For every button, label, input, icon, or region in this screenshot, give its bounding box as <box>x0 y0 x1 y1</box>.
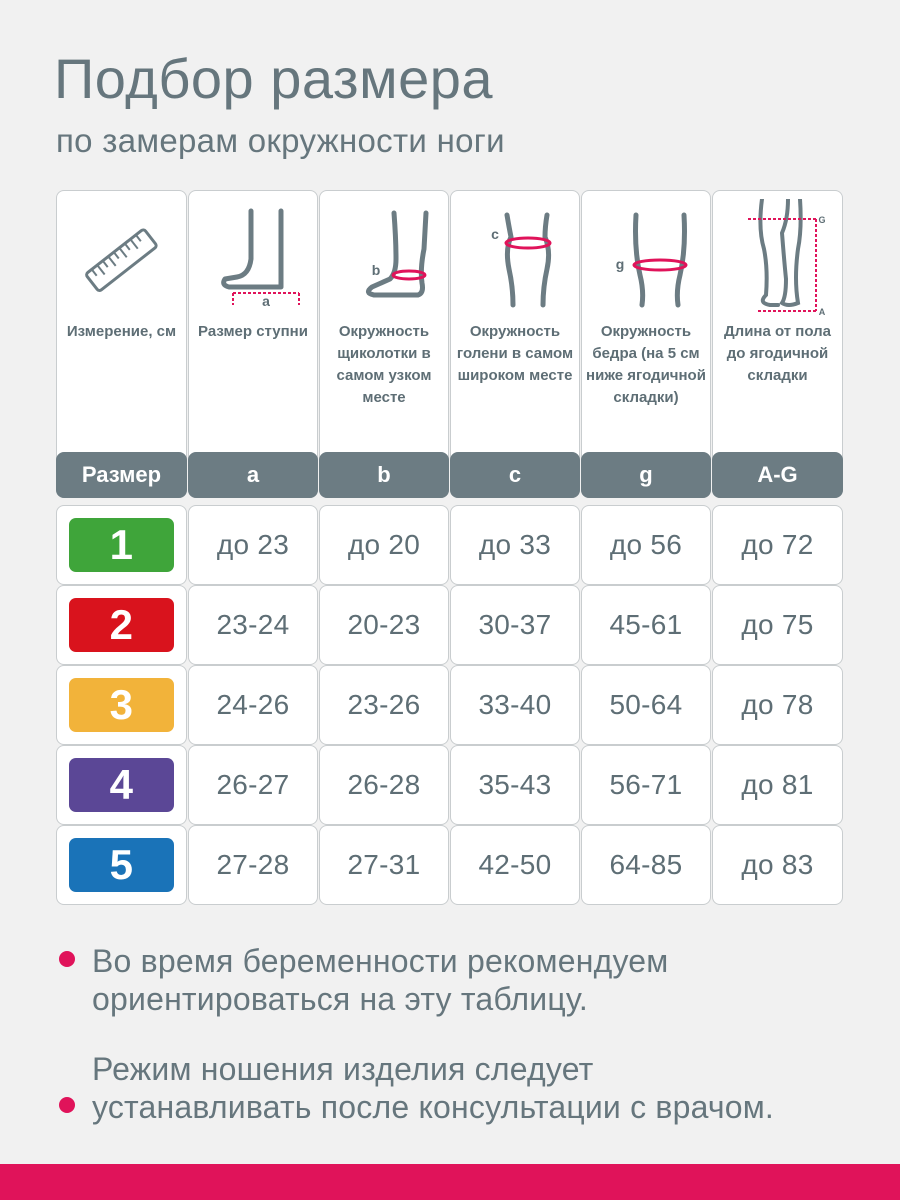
header-pill-c: c <box>450 452 580 498</box>
value-cell: до 81 <box>712 745 843 825</box>
value-cell: до 33 <box>450 505 580 585</box>
header-pill-size: Размер <box>56 452 187 498</box>
value-cell: 42-50 <box>450 825 580 905</box>
header-col-g <box>581 190 711 498</box>
foot-length-icon <box>203 199 303 309</box>
header-text-measure: Измерение, см <box>66 323 177 340</box>
header-pill-b: b <box>319 452 449 498</box>
value-cell: 45-61 <box>581 585 711 665</box>
size-badge-3: 3 <box>69 678 174 732</box>
value-cell: 24-26 <box>188 665 318 745</box>
calf-icon <box>465 199 565 309</box>
value-cell: до 78 <box>712 665 843 745</box>
header-text-ag: Длина от пола до ягодичной складки <box>723 323 832 384</box>
header-col-c <box>450 190 580 498</box>
value-cell: до 56 <box>581 505 711 585</box>
bullet-icon <box>59 951 75 967</box>
value-cell: 33-40 <box>450 665 580 745</box>
value-cell: 56-71 <box>581 745 711 825</box>
thigh-icon <box>596 199 696 309</box>
value-cell: до 75 <box>712 585 843 665</box>
icon-letter-g: g <box>615 256 625 272</box>
value-cell: до 72 <box>712 505 843 585</box>
note-line: устанавливать после консультации с врачом. <box>92 1089 775 1125</box>
value-cell: 23-26 <box>319 665 449 745</box>
ruler-icon <box>77 199 167 299</box>
icon-letter-b: b <box>371 262 381 278</box>
icon-letter-a-bottom: A <box>818 307 825 317</box>
size-badge-2: 2 <box>69 598 174 652</box>
bottom-accent-bar <box>0 1164 900 1200</box>
value-cell: до 20 <box>319 505 449 585</box>
header-col-ag <box>712 190 843 498</box>
size-badge-5: 5 <box>69 838 174 892</box>
value-cell: до 23 <box>188 505 318 585</box>
header-text-g: Окружность бедра (на 5 см ниже ягодичной складки) <box>586 323 706 406</box>
header-text-a: Размер ступни <box>198 323 308 340</box>
size-cell-2 <box>56 585 187 665</box>
value-cell: 23-24 <box>188 585 318 665</box>
value-cell: 20-23 <box>319 585 449 665</box>
icon-letter-a: a <box>262 293 270 309</box>
page-subtitle: по замерам окружности ноги <box>56 122 505 159</box>
header-pill-a: a <box>188 452 318 498</box>
note-line: ориентироваться на эту таблицу. <box>92 981 588 1017</box>
icon-letter-g-top: G <box>817 215 826 225</box>
value-cell: 27-28 <box>188 825 318 905</box>
header-col-a <box>188 190 318 498</box>
header-col-measure <box>56 190 187 498</box>
icon-letter-c: c <box>491 226 499 242</box>
size-cell-4 <box>56 745 187 825</box>
value-cell: 27-31 <box>319 825 449 905</box>
header-text-c: Окружность голени в самом широком месте <box>456 323 574 384</box>
value-cell: 35-43 <box>450 745 580 825</box>
size-cell-3 <box>56 665 187 745</box>
value-cell: 26-28 <box>319 745 449 825</box>
note-doctor <box>92 1050 774 1126</box>
note-line: Во время беременности рекомендуем <box>92 943 669 979</box>
header-pill-g: g <box>581 452 711 498</box>
size-badge-4: 4 <box>69 758 174 812</box>
note-pregnancy <box>92 942 669 1018</box>
note-line: Режим ношения изделия следует <box>92 1051 594 1087</box>
size-badge-1: 1 <box>69 518 174 572</box>
value-cell: 30-37 <box>450 585 580 665</box>
bullet-icon <box>59 1097 75 1113</box>
value-cell: 64-85 <box>581 825 711 905</box>
leg-length-icon <box>728 199 828 319</box>
header-text-b: Окружность щиколотки в самом узком месте <box>336 323 432 406</box>
value-cell: 26-27 <box>188 745 318 825</box>
value-cell: до 83 <box>712 825 843 905</box>
size-cell-1 <box>56 505 187 585</box>
value-cell: 50-64 <box>581 665 711 745</box>
header-col-b <box>319 190 449 498</box>
size-cell-5 <box>56 825 187 905</box>
ankle-icon <box>334 199 434 309</box>
header-pill-ag: A-G <box>712 452 843 498</box>
page-title: Подбор размера <box>54 47 494 110</box>
